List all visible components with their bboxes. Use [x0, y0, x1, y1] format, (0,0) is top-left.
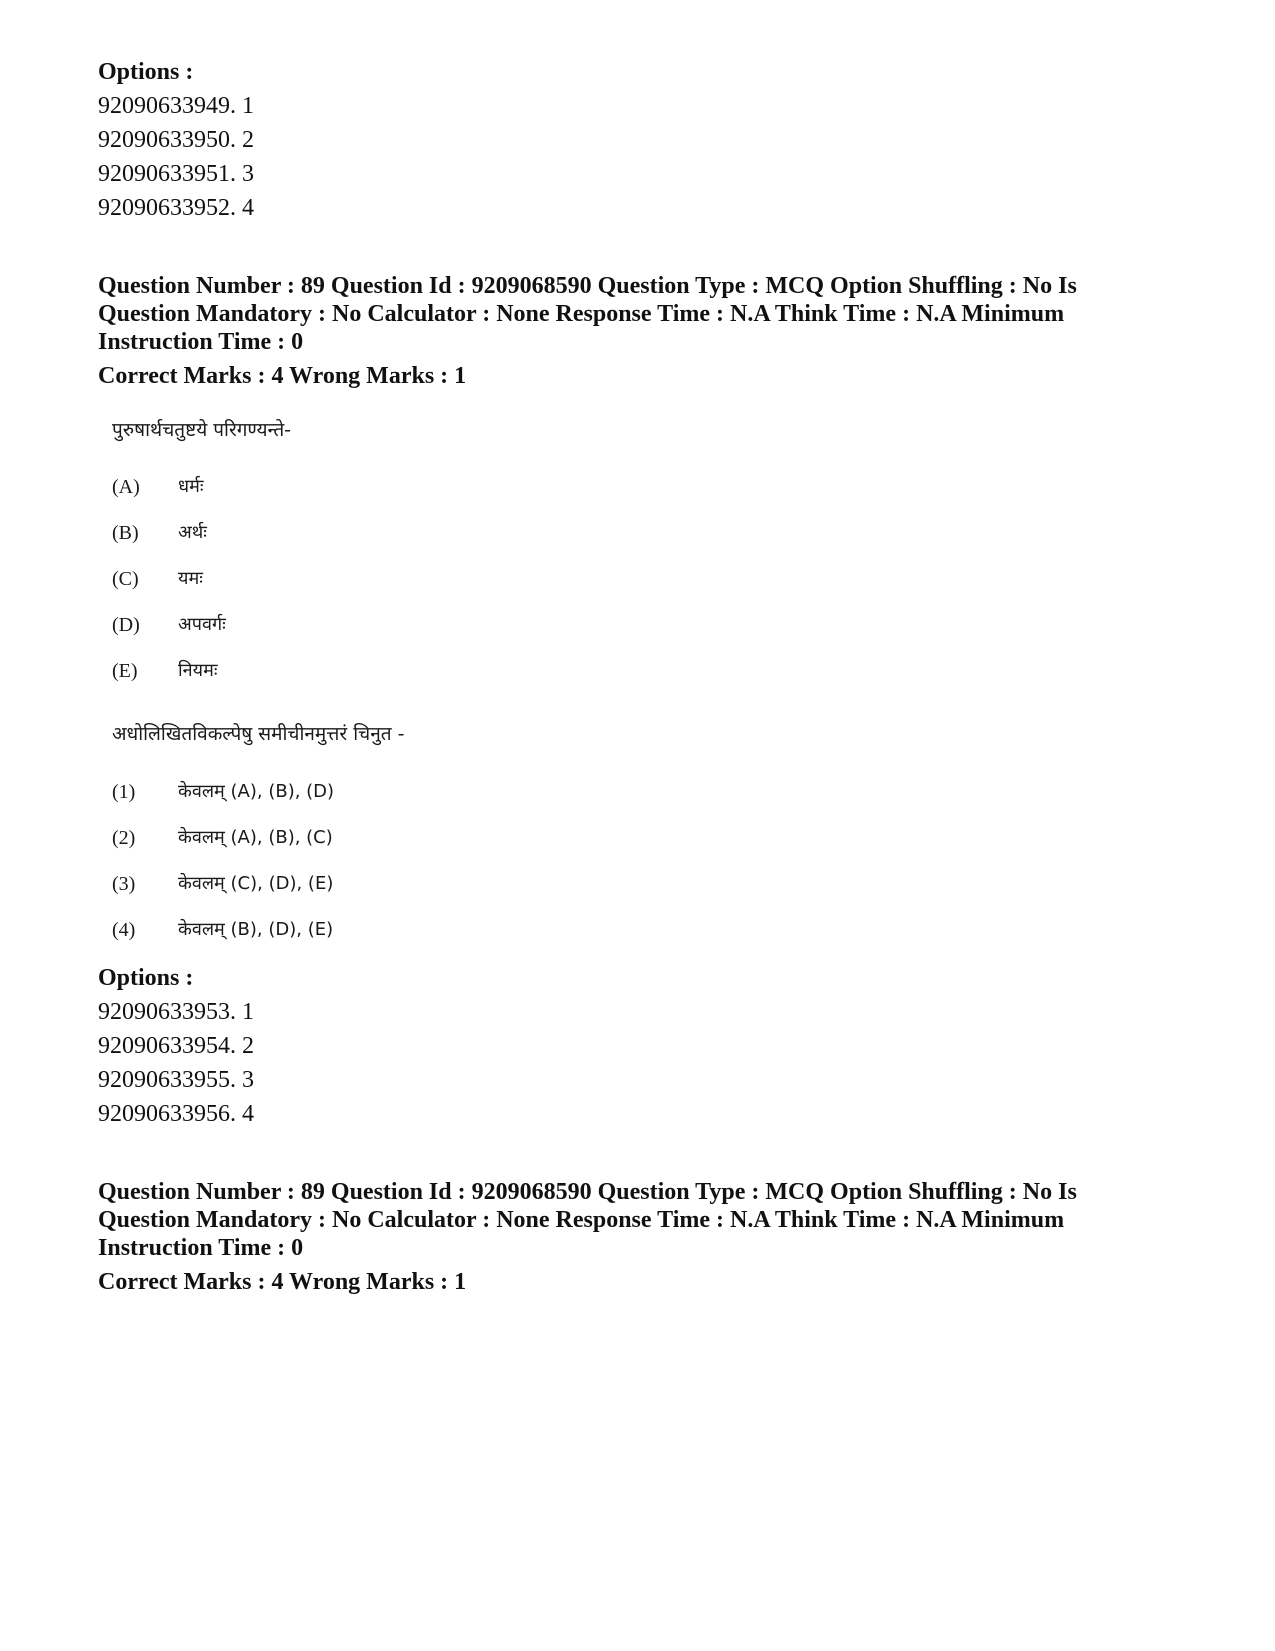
statement-text: अपवर्गः [178, 614, 226, 635]
choice-text: केवलम् (A), (B), (C) [178, 827, 333, 848]
choice-label: (4) [112, 919, 136, 941]
option-item: 92090633951. 3 [98, 161, 254, 187]
marks-line: Correct Marks : 4 Wrong Marks : 1 [98, 1269, 467, 1295]
question-meta: Question Mandatory : No Calculator : None Response Time : N.A Think Time : N.A Minimum [98, 301, 1065, 327]
option-item: 92090633950. 2 [98, 127, 254, 153]
option-item: 92090633953. 1 [98, 999, 254, 1025]
choice-text: केवलम् (C), (D), (E) [178, 873, 334, 894]
statement-text: धर्मः [178, 476, 204, 497]
choice-text: केवलम् (A), (B), (D) [178, 781, 335, 802]
question-meta: Instruction Time : 0 [98, 1235, 304, 1261]
option-item: 92090633949. 1 [98, 93, 254, 119]
statement-label: (C) [112, 568, 139, 590]
statement-label: (D) [112, 614, 140, 636]
question-instruction: अधोलिखितविकल्पेषु समीचीनमुत्तरं चिनुत - [112, 723, 405, 745]
choice-label: (2) [112, 827, 136, 849]
marks-line: Correct Marks : 4 Wrong Marks : 1 [98, 363, 467, 389]
option-item: 92090633955. 3 [98, 1067, 254, 1093]
question-meta: Question Mandatory : No Calculator : None Response Time : N.A Think Time : N.A Minimum [98, 1207, 1065, 1233]
options-heading: Options : [98, 59, 194, 85]
option-item: 92090633956. 4 [98, 1101, 254, 1127]
choice-label: (3) [112, 873, 136, 895]
option-item: 92090633954. 2 [98, 1033, 254, 1059]
option-item: 92090633952. 4 [98, 195, 254, 221]
statement-label: (B) [112, 522, 139, 544]
choice-text: केवलम् (B), (D), (E) [178, 919, 334, 940]
choice-label: (1) [112, 781, 136, 803]
statement-label: (E) [112, 660, 138, 682]
statement-text: नियमः [178, 660, 218, 681]
statement-text: अर्थः [178, 522, 207, 543]
question-meta: Question Number : 89 Question Id : 9209068590 Question Type : MCQ Option Shuffling : No Is [98, 1179, 1077, 1205]
question-stem: पुरुषार्थचतुष्टये परिगण्यन्ते- [112, 419, 292, 441]
statement-label: (A) [112, 476, 140, 498]
question-meta: Instruction Time : 0 [98, 329, 304, 355]
statement-text: यमः [178, 568, 203, 589]
options-heading: Options : [98, 965, 194, 991]
question-meta: Question Number : 89 Question Id : 9209068590 Question Type : MCQ Option Shuffling : No Is [98, 273, 1077, 299]
